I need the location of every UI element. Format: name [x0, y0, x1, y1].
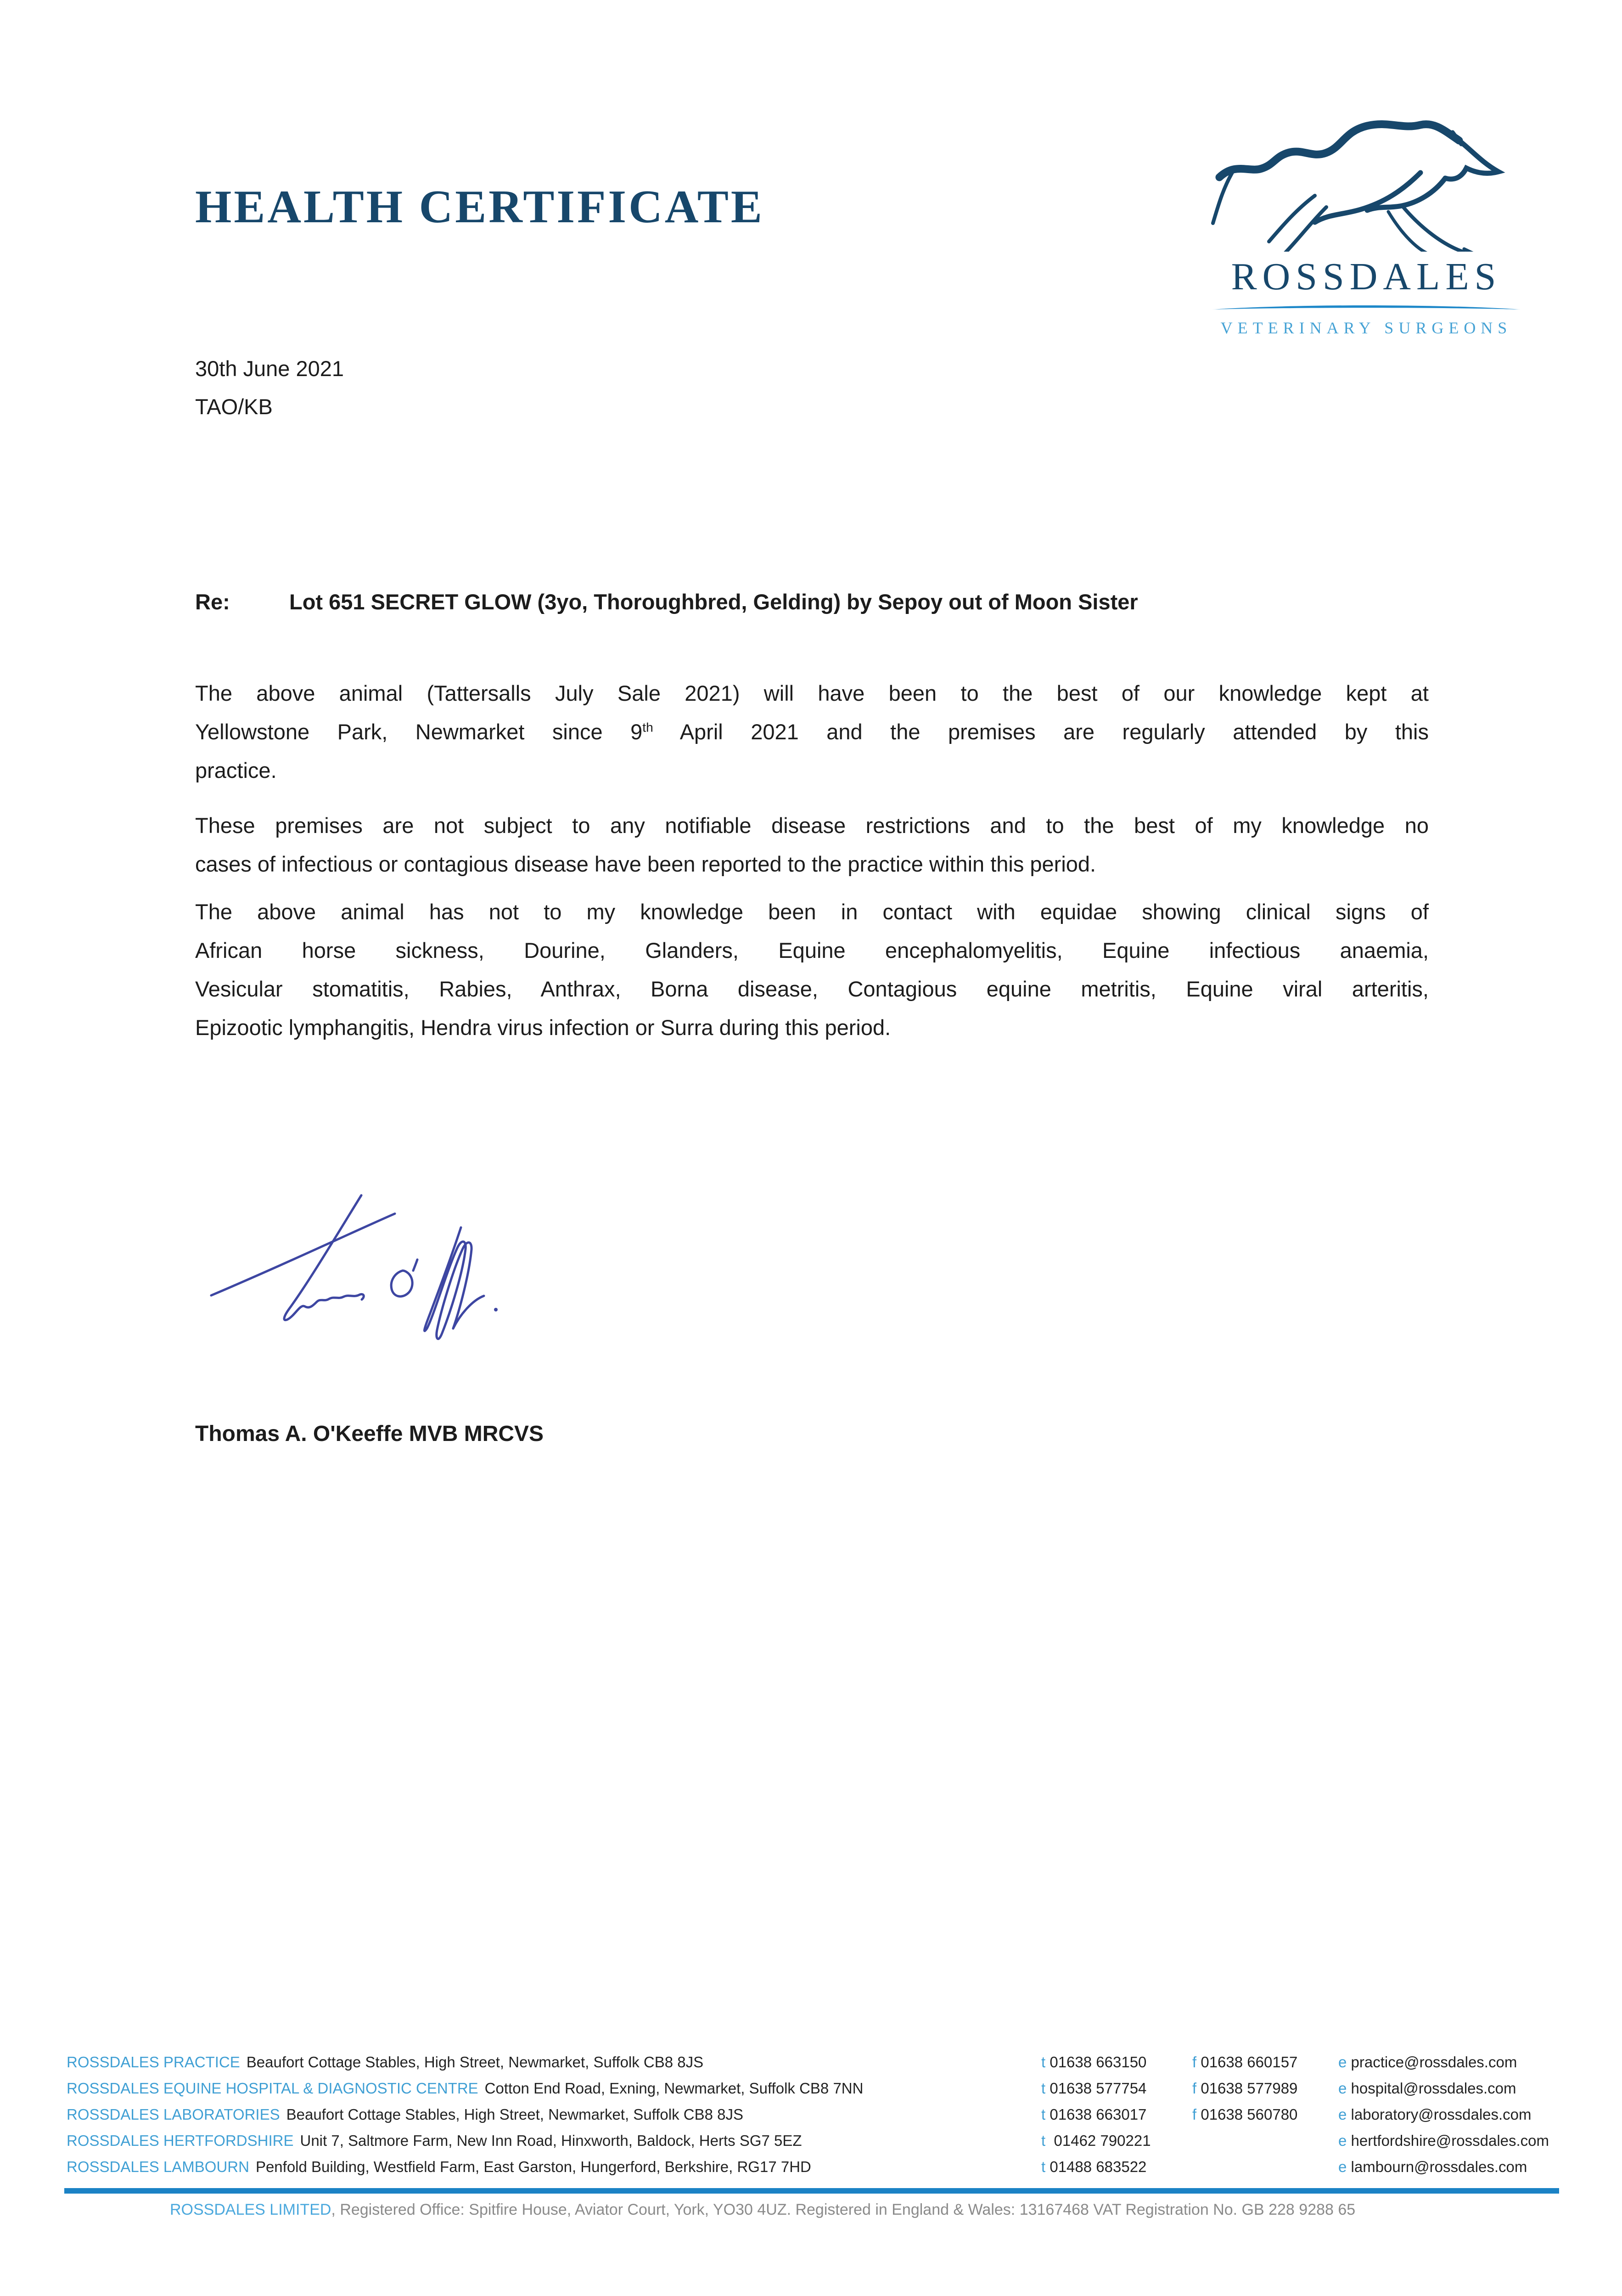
- paragraph-line: Vesicular stomatitis, Rabies, Anthrax, Borna disease, Contagious equine metritis, Equine viral arteritis,: [195, 977, 1429, 1001]
- paragraph-line: The above animal has not to my knowledge been in contact with equidae showing clinical signs of: [195, 900, 1429, 924]
- location-address: Beaufort Cottage Stables, High Street, Newmarket, Suffolk CB8 8JS: [286, 2106, 743, 2123]
- fax-prefix: f: [1192, 2106, 1197, 2123]
- telephone: t 01638 577754: [1041, 2080, 1147, 2097]
- paragraph-premises-kept: [195, 674, 1429, 790]
- tel-prefix: t: [1041, 2158, 1046, 2175]
- document-date: 30th June 2021: [195, 356, 344, 381]
- fax-prefix: f: [1192, 2080, 1197, 2097]
- paragraph-line: African horse sickness, Dourine, Glanders, Equine encephalomyelitis, Equine infectious anaemia,: [195, 938, 1429, 962]
- location-label: ROSSDALES LAMBOURN: [67, 2158, 249, 2175]
- telephone: t 01488 683522: [1041, 2158, 1147, 2175]
- tel-prefix: t: [1041, 2132, 1046, 2149]
- logo-wordmark: ROSSDALES: [1231, 255, 1502, 298]
- paragraph-line: Epizootic lymphangitis, Hendra virus infection or Surra during this period.: [195, 1015, 891, 1040]
- fax: f 01638 660157: [1192, 2054, 1298, 2071]
- leaping-horse-icon: [1206, 105, 1527, 252]
- footer-row-hospital: [67, 2075, 1622, 2101]
- tel-prefix: t: [1041, 2054, 1046, 2071]
- email: e practice@rossdales.com: [1338, 2054, 1517, 2071]
- company-registration-line: [170, 2201, 1355, 2219]
- telephone: t 01462 790221: [1041, 2132, 1151, 2149]
- re-subject: Lot 651 SECRET GLOW (3yo, Thoroughbred, Gelding) by Sepoy out of Moon Sister: [289, 590, 1138, 614]
- email-prefix: e: [1338, 2080, 1347, 2097]
- footer-row-lambourn: [67, 2154, 1622, 2180]
- page-title: HEALTH CERTIFICATE: [195, 181, 764, 233]
- paragraph-no-contact-diseases: [195, 893, 1429, 1047]
- reference-code: TAO/KB: [195, 394, 273, 419]
- location-label: ROSSDALES EQUINE HOSPITAL & DIAGNOSTIC CENTRE: [67, 2080, 478, 2097]
- tel-prefix: t: [1041, 2106, 1046, 2123]
- email-prefix: e: [1338, 2054, 1347, 2071]
- footer-row-laboratories: [67, 2101, 1622, 2127]
- fax: f 01638 577989: [1192, 2080, 1298, 2097]
- telephone: t 01638 663150: [1041, 2054, 1147, 2071]
- registration-details: , Registered Office: Spitfire House, Aviator Court, York, YO30 4UZ. Registered in England & Wales: 13167468 VAT Registration No. GB 228 9288 65: [331, 2201, 1356, 2218]
- email: e hertfordshire@rossdales.com: [1338, 2132, 1549, 2149]
- location-label: ROSSDALES LABORATORIES: [67, 2106, 280, 2123]
- email-prefix: e: [1338, 2132, 1347, 2149]
- location-address: Cotton End Road, Exning, Newmarket, Suffolk CB8 7NN: [484, 2080, 864, 2097]
- tel-prefix: t: [1041, 2080, 1046, 2097]
- logo-swoosh: [1212, 304, 1521, 311]
- paragraph-line: The above animal (Tattersalls July Sale 2021) will have been to the best of our knowledge kept at: [195, 681, 1429, 705]
- footer-divider-bar: [64, 2188, 1559, 2194]
- paragraph-no-restrictions: [195, 806, 1429, 884]
- company-name: ROSSDALES LIMITED: [170, 2201, 331, 2218]
- subject-line: [195, 589, 1430, 614]
- location-label: ROSSDALES HERTFORDSHIRE: [67, 2132, 294, 2149]
- fax-prefix: f: [1192, 2054, 1197, 2071]
- location-label: ROSSDALES PRACTICE: [67, 2054, 240, 2071]
- ordinal-superscript: th: [642, 720, 653, 735]
- location-address: Beaufort Cottage Stables, High Street, Newmarket, Suffolk CB8 8JS: [246, 2054, 704, 2071]
- email: e hospital@rossdales.com: [1338, 2080, 1516, 2097]
- paragraph-line: practice.: [195, 758, 277, 782]
- re-prefix: Re:: [195, 590, 230, 614]
- fax: f 01638 560780: [1192, 2106, 1298, 2123]
- email: e lambourn@rossdales.com: [1338, 2158, 1527, 2175]
- paragraph-line: These premises are not subject to any notifiable disease restrictions and to the best of my knowledge no: [195, 813, 1429, 838]
- telephone: t 01638 663017: [1041, 2106, 1147, 2123]
- logo-tagline: VETERINARY SURGEONS: [1220, 319, 1512, 337]
- rossdales-logo: [1202, 105, 1531, 338]
- email-prefix: e: [1338, 2158, 1347, 2175]
- paragraph-line: cases of infectious or contagious disease have been reported to the practice within this period.: [195, 852, 1096, 876]
- footer-row-practice: [67, 2049, 1622, 2075]
- location-address: Penfold Building, Westfield Farm, East Garston, Hungerford, Berkshire, RG17 7HD: [255, 2158, 811, 2175]
- footer-row-hertfordshire: [67, 2127, 1622, 2154]
- email-prefix: e: [1338, 2106, 1347, 2123]
- handwritten-signature: [198, 1182, 552, 1366]
- paragraph-line: Yellowstone Park, Newmarket since 9th April 2021 and the premises are regularly attended by this: [195, 720, 1429, 744]
- signatory-name: Thomas A. O'Keeffe MVB MRCVS: [195, 1422, 544, 1446]
- location-address: Unit 7, Saltmore Farm, New Inn Road, Hinxworth, Baldock, Herts SG7 5EZ: [300, 2132, 802, 2149]
- email: e laboratory@rossdales.com: [1338, 2106, 1532, 2123]
